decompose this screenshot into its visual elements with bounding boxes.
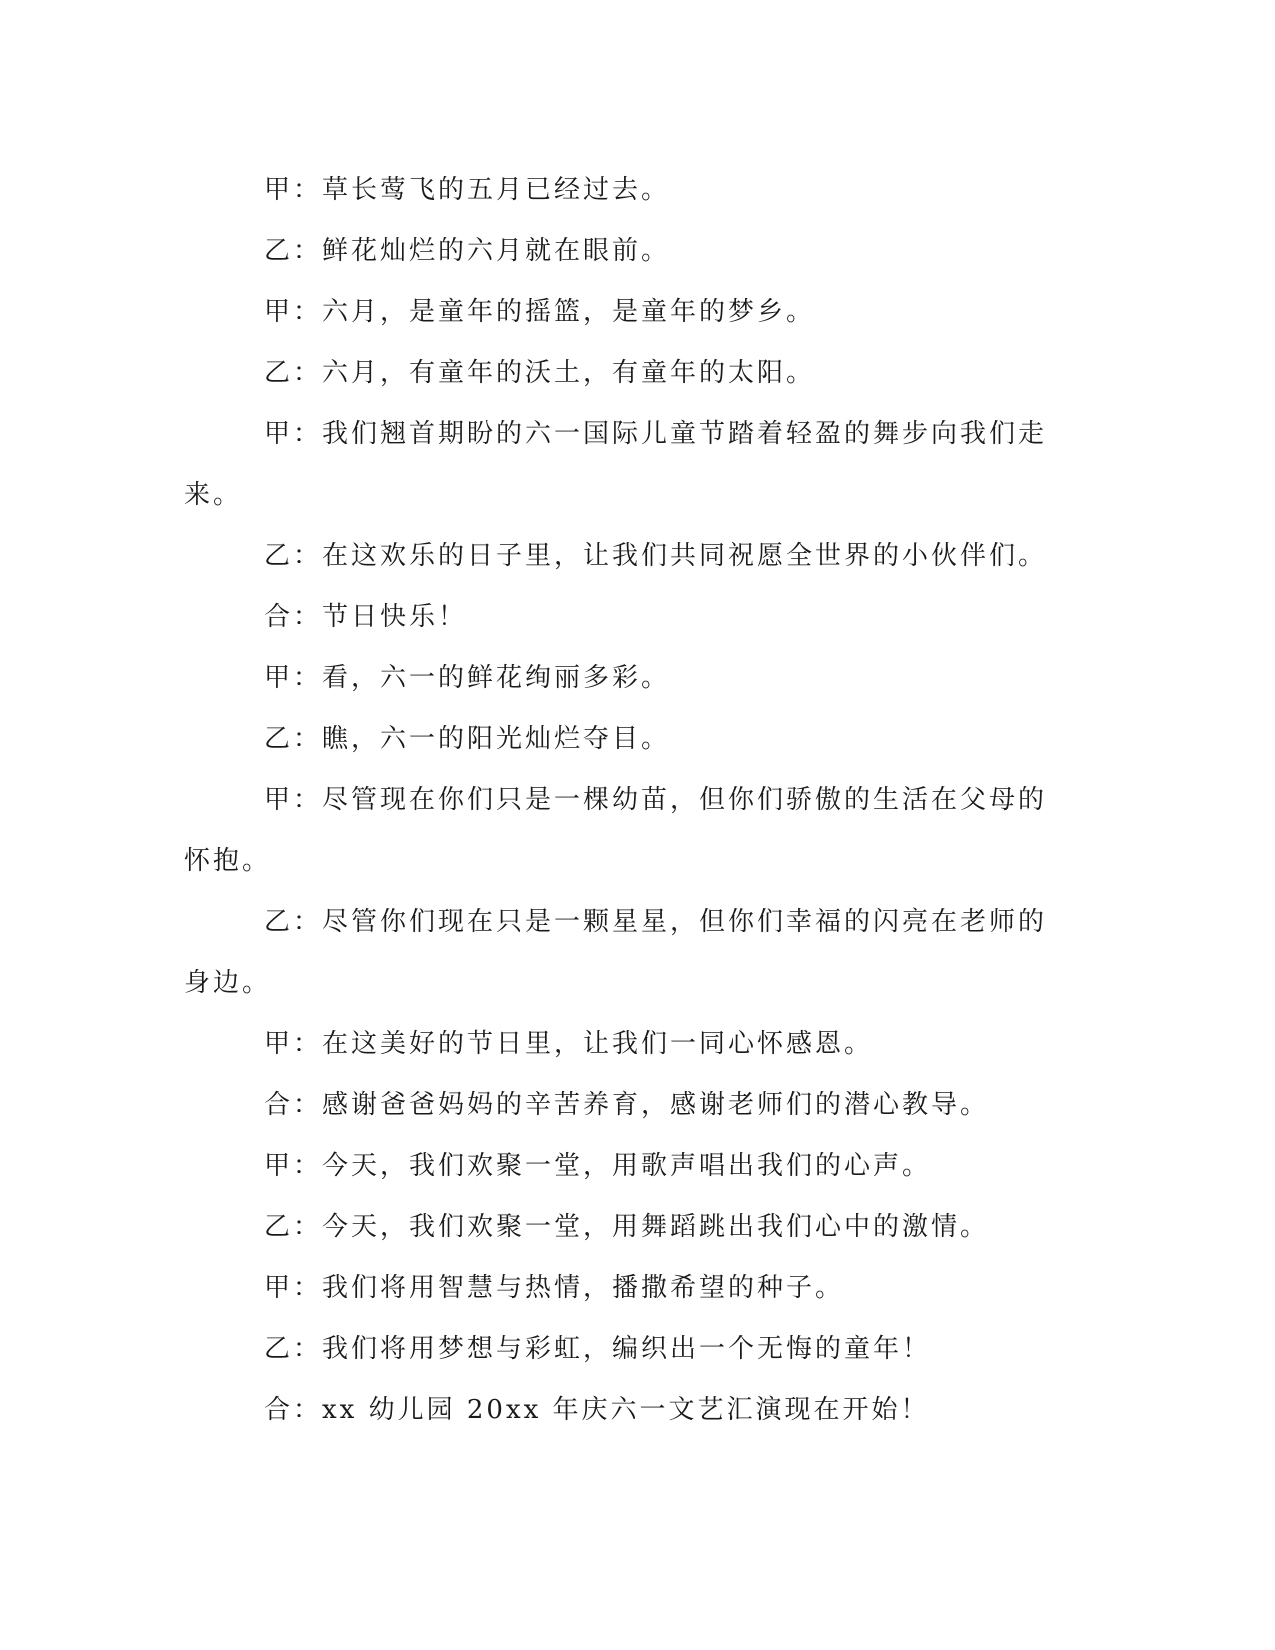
paragraph: 乙：在这欢乐的日子里，让我们共同祝愿全世界的小伙伴们。 [264, 541, 1048, 571]
paragraph: 乙：我们将用梦想与彩虹，编织出一个无悔的童年！ [264, 1334, 932, 1364]
paragraph: 甲：尽管现在你们只是一棵幼苗，但你们骄傲的生活在父母的怀抱。 [184, 785, 1048, 876]
paragraph: 合：节日快乐！ [264, 602, 468, 632]
paragraph: 甲：我们将用智慧与热情，播撒希望的种子。 [264, 1273, 845, 1303]
paragraph: 甲：在这美好的节日里，让我们一同心怀感恩。 [264, 1029, 874, 1059]
paragraph: 乙：六月，有童年的沃土，有童年的太阳。 [264, 358, 816, 388]
paragraph: 乙：尽管你们现在只是一颗星星，但你们幸福的闪亮在老师的身边。 [184, 907, 1048, 998]
paragraph: 乙：今天，我们欢聚一堂，用舞蹈跳出我们心中的激情。 [264, 1212, 990, 1242]
paragraph: 乙：瞧，六一的阳光灿烂夺目。 [264, 724, 671, 754]
paragraph: 甲：六月，是童年的摇篮，是童年的梦乡。 [264, 297, 816, 327]
paragraph: 甲：草长莺飞的五月已经过去。 [264, 175, 671, 205]
paragraph: 甲：我们翘首期盼的六一国际儿童节踏着轻盈的舞步向我们走来。 [184, 419, 1048, 510]
paragraph: 甲：看，六一的鲜花绚丽多彩。 [264, 663, 671, 693]
paragraph: 合：xx 幼儿园 20xx 年庆六一文艺汇演现在开始！ [264, 1395, 930, 1425]
paragraph: 乙：鲜花灿烂的六月就在眼前。 [264, 236, 671, 266]
paragraph: 合：感谢爸爸妈妈的辛苦养育，感谢老师们的潜心教导。 [264, 1090, 990, 1120]
document-body [184, 160, 1070, 1441]
paragraph: 甲：今天，我们欢聚一堂，用歌声唱出我们的心声。 [264, 1151, 932, 1181]
